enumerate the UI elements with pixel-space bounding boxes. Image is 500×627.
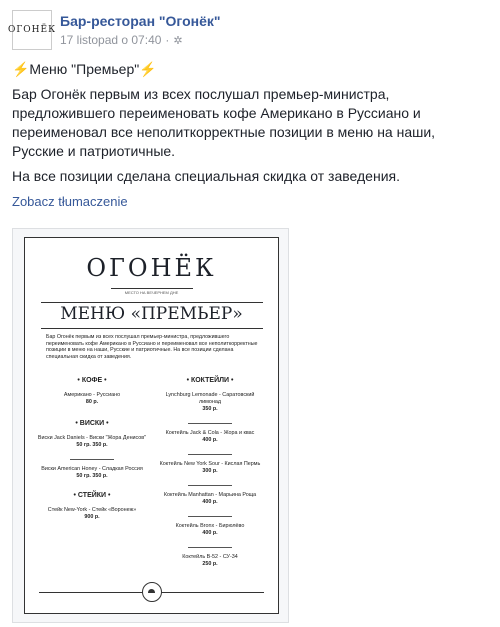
menu-item: Виски American Honey - Сладкая Россия 50 гр. 350 р.: [41, 466, 143, 479]
divider: [37, 457, 147, 462]
menu-subtitle: МЕСТО НА ВЕЧЕРНЕМ ДНЕ: [124, 290, 179, 295]
post-body: [12, 60, 490, 211]
menu-item: Коктейль Jack & Cola - Жора и квас 400 р.: [165, 430, 255, 443]
divider: [155, 514, 265, 519]
menu-item: Lynchburg Lemonade - Саратовский лимонад 350 р.: [165, 392, 255, 412]
translate-link[interactable]: Zobacz tłumaczenie: [12, 194, 128, 209]
post-timestamp[interactable]: 17 listopad o 07:40: [60, 33, 162, 47]
menu-item: Виски Jack Daniels - Виски "Жора Денисов" 50 гр. 350 р.: [37, 435, 147, 448]
divider: [155, 483, 265, 488]
menu-item: Стейк New-York - Стейк «Воронеж» 900 р.: [47, 507, 137, 520]
menu-item: Коктейль Bronx - Бирюлёво 400 р.: [175, 523, 245, 536]
post-photo[interactable]: [12, 228, 289, 623]
menu-item: Коктейль B-52 - СУ-34 250 р.: [182, 554, 238, 567]
page-avatar[interactable]: [7, 10, 57, 50]
coffee-heading: • КОФЕ •: [77, 377, 107, 384]
gear-icon[interactable]: ✲: [173, 34, 183, 47]
post-paragraph-1: Бар Огонёк первым из всех послушал премьер-министра, предложившего переименовать кофе Американо в Руссиано и переименовал все неполиткорректные позиции в меню на наши, Русские и патриотичные.: [12, 86, 436, 159]
page-name-link[interactable]: Бар-ресторан "Огонёк": [60, 13, 221, 29]
title-rule-top: [41, 302, 263, 303]
post-paragraph-2: На все позиции сделана специальная скидка от заведения.: [12, 168, 400, 184]
divider: [155, 421, 265, 426]
menu-item: Коктейль New York Sour - Кислая Пермь 300 р.: [159, 461, 261, 474]
post-header: [7, 10, 221, 50]
post-title: ⚡️Меню "Премьер"⚡️: [12, 61, 157, 77]
menu-logo: ОГОНЁК: [86, 254, 217, 282]
post-meta: 17 listopad o 07:40 · ✲: [60, 33, 183, 47]
menu-right-column: [155, 375, 265, 576]
bell-icon: [142, 582, 162, 602]
menu-left-column: [37, 375, 147, 529]
menu-item: Коктейль Manhattan - Марьина Роща 400 р.: [163, 492, 257, 505]
title-rule-bottom: [41, 328, 263, 329]
avatar-logo-text: ОГОНЁК: [7, 25, 57, 35]
cocktail-heading: • КОКТЕЙЛИ •: [186, 377, 234, 384]
menu-title: МЕНЮ «ПРЕМЬЕР»: [60, 304, 243, 324]
menu-item: Американо - Руссиано 80 р.: [63, 392, 121, 405]
divider: [155, 452, 265, 457]
whisky-heading: • ВИСКИ •: [75, 420, 109, 427]
menu-image: [24, 237, 279, 614]
header-text: [60, 10, 221, 50]
menu-intro: Бар Огонёк первым из всех послушал премьер-министра, предложившего переименовать кофе Американо в Руссиано и переименовал все неполиткорректные позиции в меню на наши, Русские и патриотичные. На все позиции сделана специальная скидка от заведения.: [46, 334, 258, 360]
steak-heading: • СТЕЙКИ •: [73, 492, 111, 499]
logo-rule: [111, 288, 193, 289]
divider: [155, 545, 265, 550]
